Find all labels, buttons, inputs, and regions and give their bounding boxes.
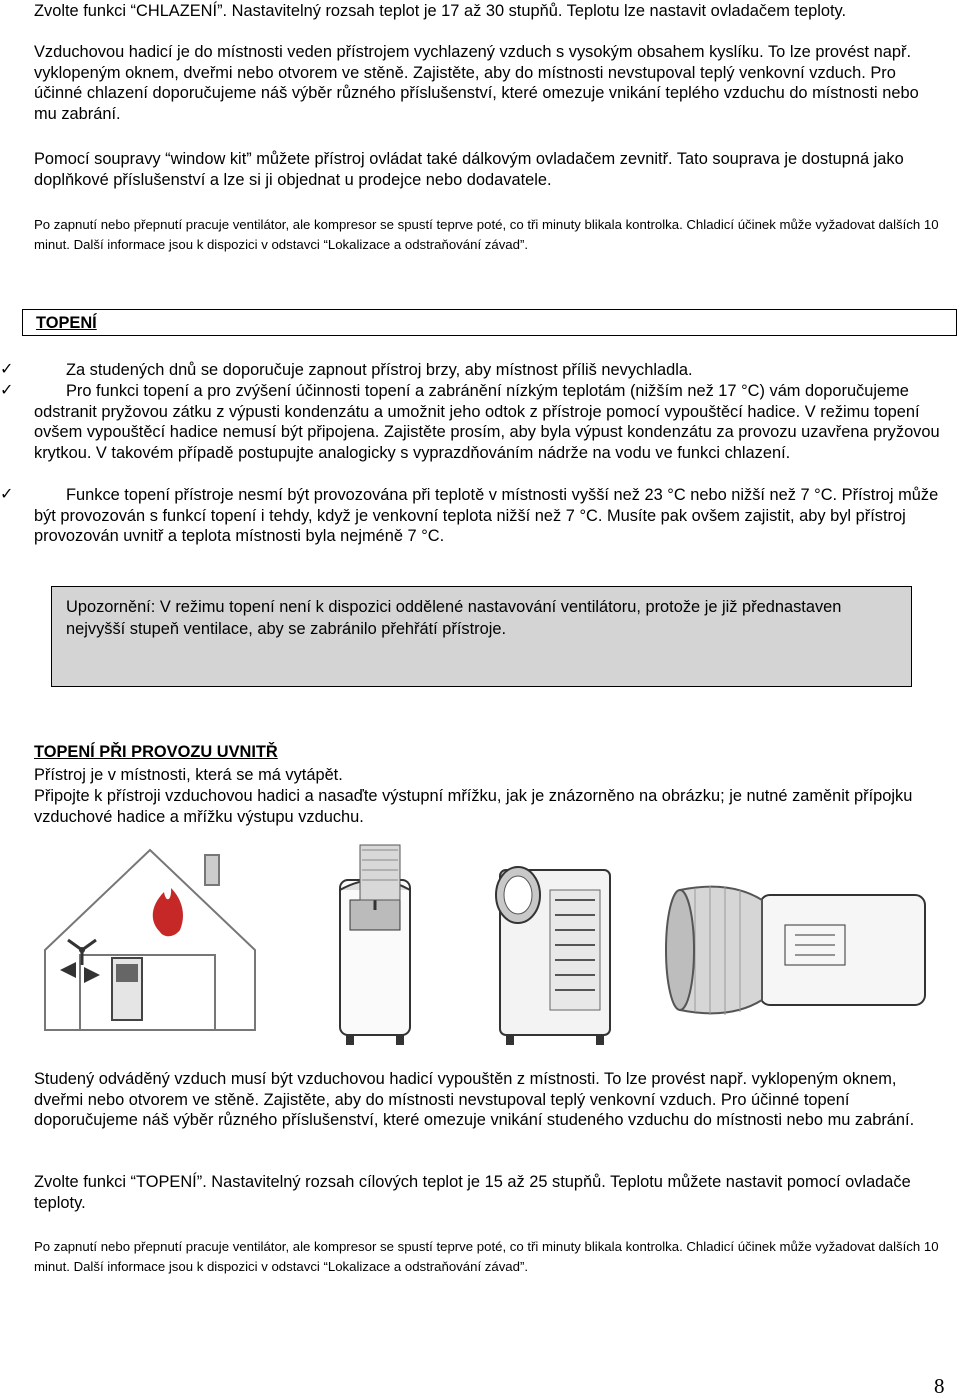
window-kit-paragraph: Pomocí soupravy “window kit” můžete přístroj ovládat také dálkovým ovladačem zevnitř. Tato souprava je dostupná jako doplňkové příslušenství a lze si ji objednat u prodejce nebo dodavatele. [34,150,904,189]
checkmark-icon: ✓ [0,382,14,399]
warning-note-box [51,586,912,687]
checklist-item: Za studených dnů se doporučuje zapnout přístroj brzy, aby místnost příliš nevychladla. [66,361,693,379]
air-conditioner-unit-icon [340,880,410,1045]
checkmark-icon: ✓ [0,361,14,378]
cold-air-paragraph: Studený odváděný vzduch musí být vzduchovou hadicí vypouštěn z místnosti. To lze provést např. vyklopeným oknem, dveřmi nebo otvorem ve stěně. Zajistěte, aby do místnosti nevstupoval teplý venkovní vzduch. Pro účinné topení doporučujeme náš výběr různého příslušenství, které omezuje vnikání studeného vzduchu do místnosti nebo mu zabrání. [34,1070,915,1129]
compressor-note: Po zapnutí nebo přepnutí pracuje ventilátor, ale kompresor se spustí teprve poté, co tři minuty blikala kontrolka. Chladicí účinek může vyžadovat dalších 10 minut. Další informace jsou k dispozici v odstavci “Lokalizace a odstraňování závad”. [34,1239,939,1274]
checkmark-icon: ✓ [0,486,14,503]
indoor-line-1: Přístroj je v místnosti, která se má vytápět. [34,766,343,784]
hose-paragraph: Vzduchovou hadicí je do místnosti veden přístrojem vychlazený vzduch s vysokým obsahem kyslíku. To lze provést např. vyklopeným oknem, dveřmi nebo otvorem ve stěně. Zajistěte, aby do místnosti nevstupoval teplý venkovní vzduch. Pro účinné chlazení doporučujeme náš výběr různého příslušenství, které omezuje vnikání teplého vzduchu do místnosti nebo mu zabrání. [34,43,919,123]
warning-note-text: Upozornění: V režimu topení není k dispozici oddělené nastavování ventilátoru, protože je již přednastaven nejvyšší stupeň ventilace, aby se zabránilo přehřátí přístroje. [66,598,842,638]
small-unit-icon [112,958,142,1020]
page-number: 8 [934,1374,945,1398]
indoor-heating-heading: TOPENÍ PŘI PROVOZU UVNITŘ [34,743,278,761]
cooling-mode-paragraph: Zvolte funkci “CHLAZENÍ”. Nastavitelný rozsah teplot je 17 až 30 stupňů. Teplotu lze nastavit ovladačem teploty. [34,2,847,20]
heating-section-header [22,309,957,336]
heating-mode-paragraph: Zvolte funkci “TOPENÍ”. Nastavitelný rozsah cílových teplot je 15 až 25 stupňů. Teplotu můžete nastavit pomocí ovladače teploty. [34,1173,911,1212]
hose-icon [360,845,400,900]
hose-icon [666,886,762,1015]
flame-icon [153,888,183,936]
house-diagram-icon [45,850,255,1030]
hose-icon [496,867,540,923]
installation-illustration [40,840,930,1050]
air-conditioner-unit-icon [760,895,925,1005]
fan-icon [68,940,96,965]
checklist-item: Pro funkci topení a pro zvýšení účinnosti topení a zabránění nízkým teplotám (nižším než 17 °C) vám doporučujeme odstranit pryžovou zátku z výpusti kondenzátu a umožnit jeho odtok z přístroje pomocí vypouštěcí hadice. V režimu topení ovšem vypouštěcí hadice nemusí být připojena. Zajistěte prosím, aby byla výpust kondenzátu za provozu uzavřena pryžovou krytkou. V takovém případě postupujte analogicky s vyprazdňováním nádrže na vodu ve funkci chlazení. [34,382,940,462]
checklist-item: Funkce topení přístroje nesmí být provozována při teplotě v místnosti vyšší než 23 °C nebo nižší než 7 °C. Přístroj může být provozován s funkcí topení i tehdy, když je venkovní teplota nižší než 7 °C. Musíte pak ovšem zajistit, aby byl přístroj provozován uvnitř a teplota místnosti byla nejméně 7 °C. [34,486,939,545]
section-title: TOPENÍ [36,314,97,332]
indoor-line-2: Připojte k přístroji vzduchovou hadici a nasaďte výstupní mřížku, jak je znázorněno na obrázku; je nutné zaměnit přípojku vzduchové hadice a mřížku výstupu vzduchu. [34,787,913,826]
compressor-note: Po zapnutí nebo přepnutí pracuje ventilátor, ale kompresor se spustí teprve poté, co tři minuty blikala kontrolka. Chladicí účinek může vyžadovat dalších 10 minut. Další informace jsou k dispozici v odstavci “Lokalizace a odstraňování závad”. [34,217,939,252]
